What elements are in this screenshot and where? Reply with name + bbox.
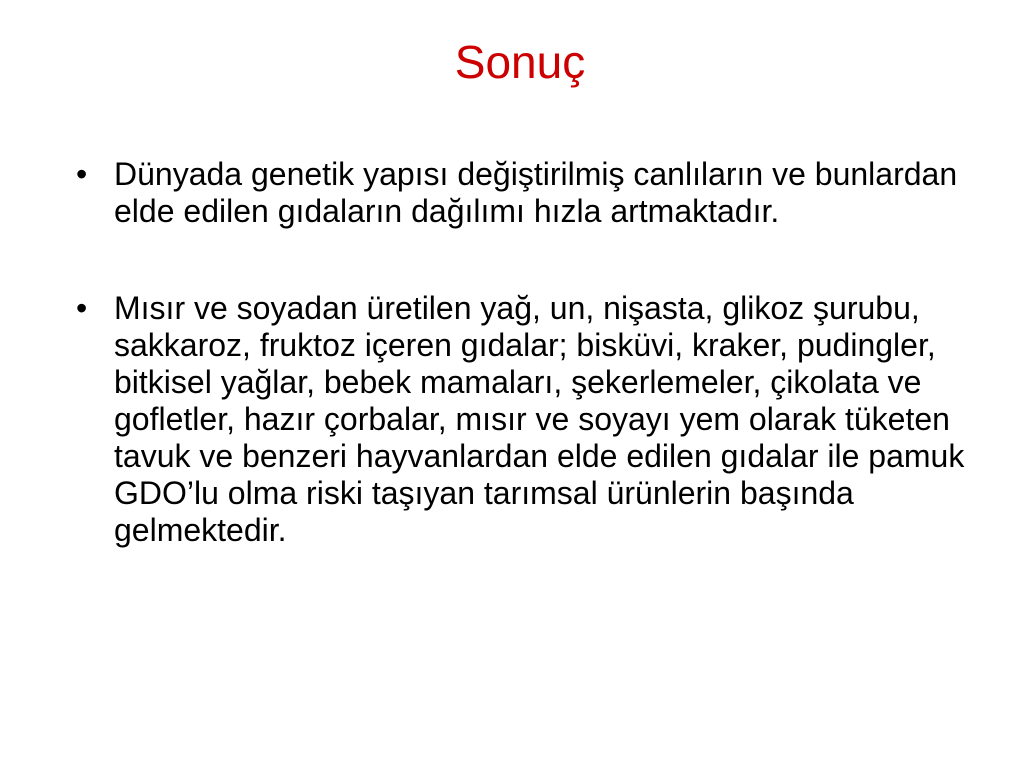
bullet-text-2: Mısır ve soyadan üretilen yağ, un, nişasta, glikoz şurubu, sakkaroz, fruktoz içeren gıdalar; bisküvi, kraker, pudingler, bitkisel yağlar, bebek mamaları, şekerlemeler, çikolata ve gofletler, hazır çorbalar, mısır ve soyayı yem olarak tüketen tavuk ve benzeri hayvanlardan elde edilen gıdalar ile pamuk GDO’lu olma riski taşıyan tarımsal ürünlerin başında gelmektedir. xyxy=(114,290,965,548)
bullet-item-1 xyxy=(72,156,987,230)
bullet-list xyxy=(72,156,987,549)
slide-title: Sonuç xyxy=(454,36,586,88)
bullet-dot-icon: • xyxy=(76,290,88,326)
bullet-dot-icon: • xyxy=(76,156,88,192)
bullet-text-1: Dünyada genetik yapısı değiştirilmiş canlıların ve bunlardan elde edilen gıdaların dağılımı hızla artmaktadır. xyxy=(114,156,958,229)
bullet-item-2 xyxy=(72,290,987,549)
